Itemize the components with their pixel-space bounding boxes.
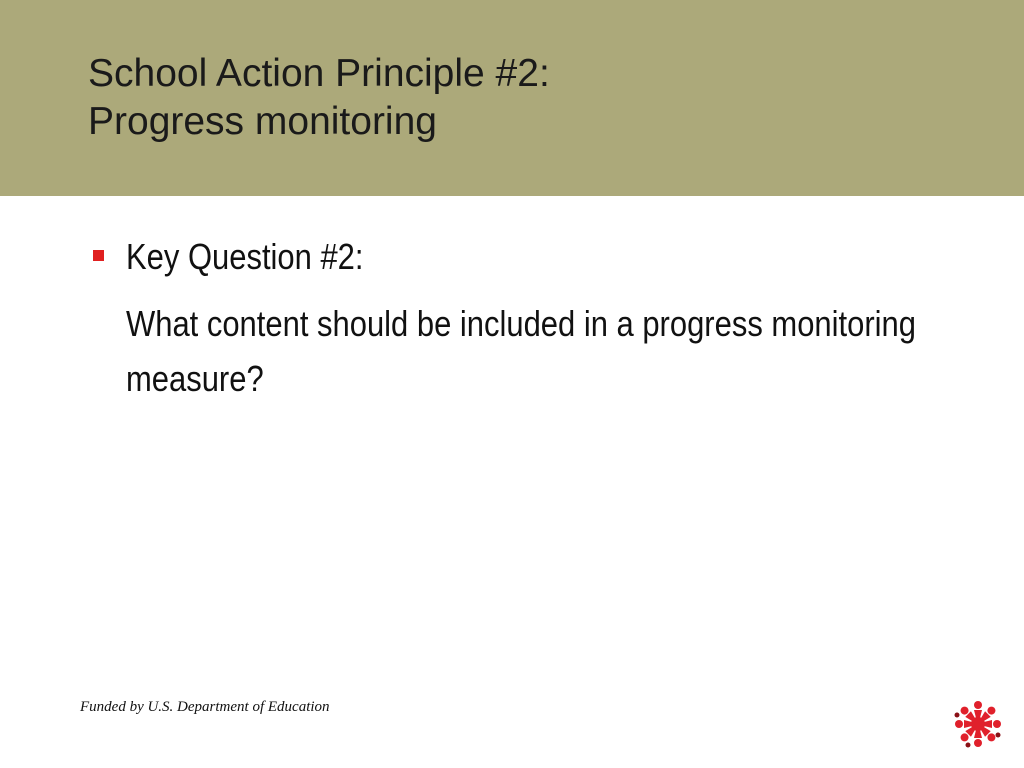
bullet-text: What content should be included in a progress monitoring measure? bbox=[126, 303, 916, 399]
bullet-heading: Key Question #2: bbox=[126, 236, 364, 277]
red-starburst-people-icon bbox=[952, 698, 1004, 750]
bullet-item bbox=[88, 232, 968, 406]
funding-footer: Funded by U.S. Department of Education bbox=[80, 699, 330, 715]
slide-title bbox=[88, 50, 550, 146]
slide-content bbox=[88, 232, 968, 406]
slide-title-line-2: Progress monitoring bbox=[88, 100, 437, 143]
square-bullet-icon bbox=[93, 250, 104, 261]
slide-title-line-1: School Action Principle #2: bbox=[88, 52, 550, 95]
